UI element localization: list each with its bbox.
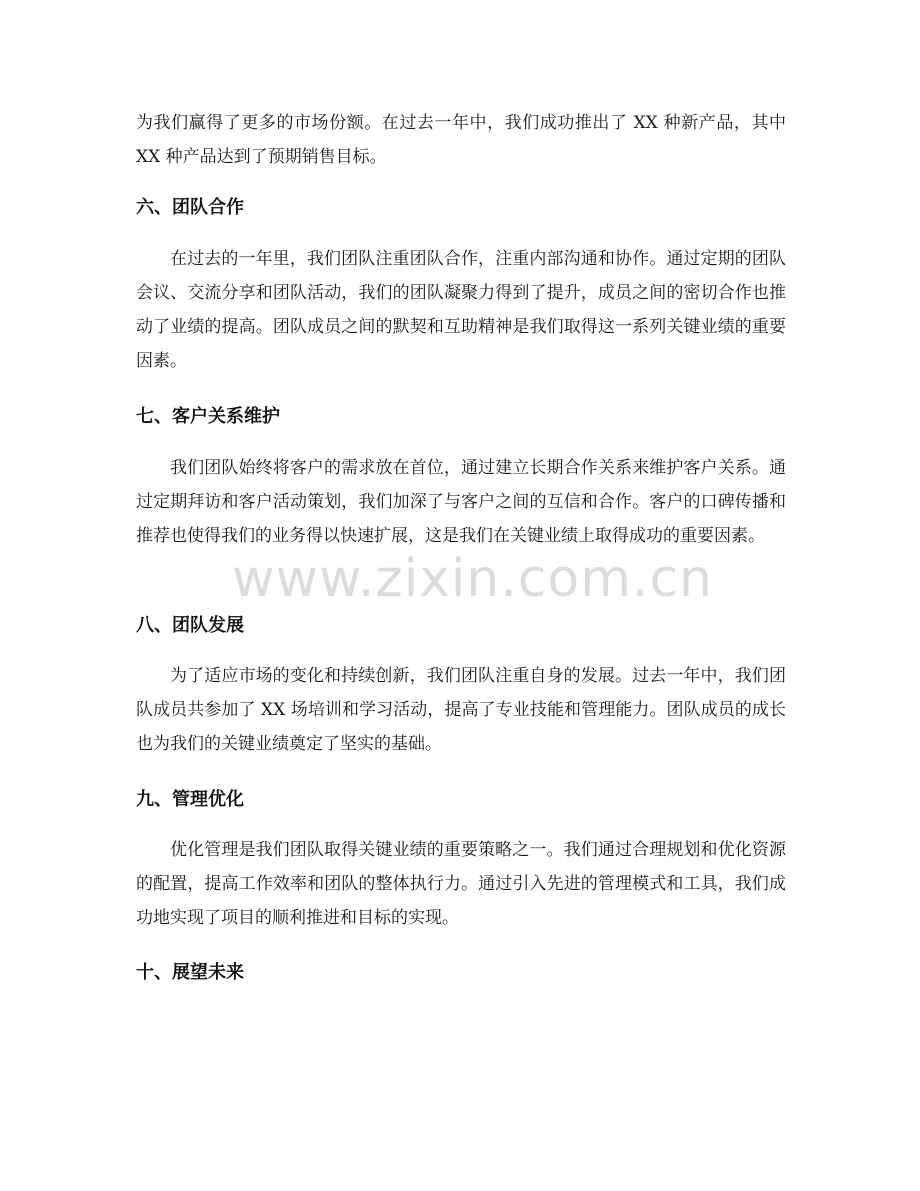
section-body-management-optimization: 优化管理是我们团队取得关键业绩的重要策略之一。我们通过合理规划和优化资源的配置，提高工作效率和团队的整体执行力。通过引入先进的管理模式和工具，我们成功地实现了项目的顺利推进和目标的实现。 bbox=[136, 840, 786, 928]
section-6-heading-block bbox=[136, 194, 786, 222]
section-9-body-block bbox=[136, 833, 786, 935]
watermark-text: www.zixin.com.cn bbox=[232, 549, 713, 609]
section-heading-team-development: 八、团队发展 bbox=[136, 615, 244, 636]
section-heading-customer-relations: 七、客户关系维护 bbox=[136, 406, 280, 427]
section-10-heading-block bbox=[136, 959, 786, 987]
section-heading-future-outlook: 十、展望未来 bbox=[136, 962, 244, 983]
section-8-body-block bbox=[136, 659, 786, 761]
section-heading-management-optimization: 九、管理优化 bbox=[136, 789, 244, 810]
section-body-team-cooperation: 在过去的一年里，我们团队注重团队合作，注重内部沟通和协作。通过定期的团队会议、交流分享和团队活动，我们的团队凝聚力得到了提升，成员之间的密切合作也推动了业绩的提高。团队成员之间的默契和互助精神是我们取得这一系列关键业绩的重要因素。 bbox=[136, 249, 786, 371]
section-body-team-development: 为了适应市场的变化和持续创新，我们团队注重自身的发展。过去一年中，我们团队成员共参加了 XX 场培训和学习活动，提高了专业技能和管理能力。团队成员的成长也为我们的关键业绩奠定了坚实的基础。 bbox=[136, 666, 786, 754]
section-heading-team-cooperation: 六、团队合作 bbox=[136, 197, 244, 218]
section-9-heading-block bbox=[136, 786, 786, 814]
section-7-body-block bbox=[136, 451, 786, 553]
section-8-heading-block bbox=[136, 612, 786, 640]
intro-block bbox=[136, 106, 786, 174]
section-body-customer-relations: 我们团队始终将客户的需求放在首位，通过建立长期合作关系来维护客户关系。通过定期拜访和客户活动策划，我们加深了与客户之间的互信和合作。客户的口碑传播和推荐也使得我们的业务得以快速扩展，这是我们在关键业绩上取得成功的重要因素。 bbox=[136, 458, 786, 546]
section-6-body-block bbox=[136, 242, 786, 378]
section-7-heading-block bbox=[136, 403, 786, 431]
intro-paragraph: 为我们赢得了更多的市场份额。在过去一年中，我们成功推出了 XX 种新产品，其中 XX 种产品达到了预期销售目标。 bbox=[136, 113, 786, 167]
